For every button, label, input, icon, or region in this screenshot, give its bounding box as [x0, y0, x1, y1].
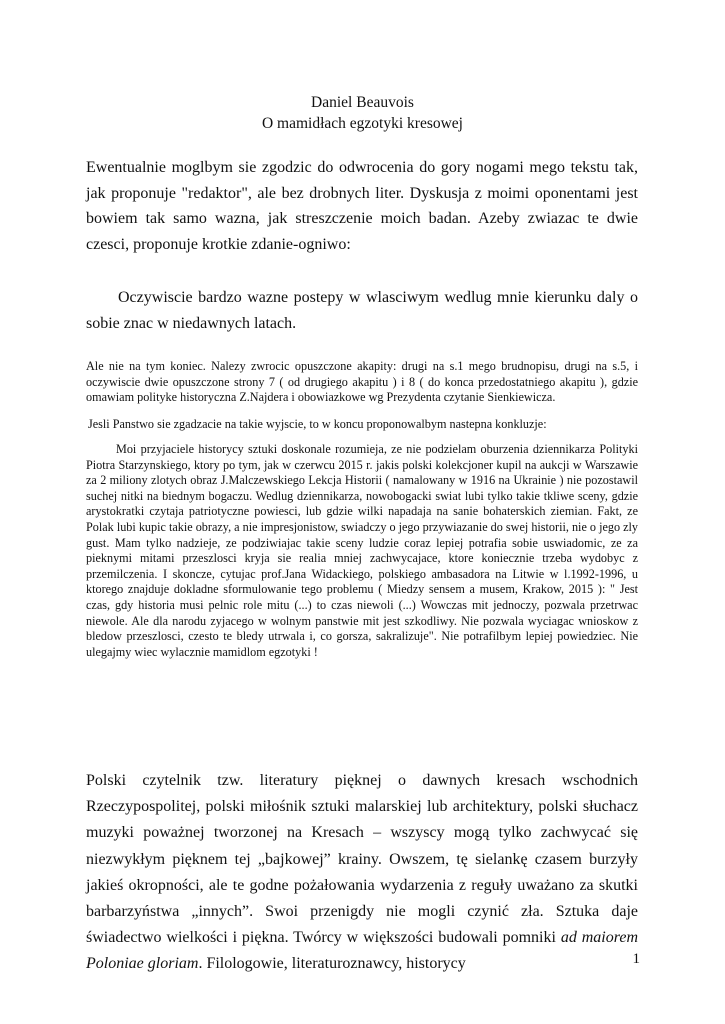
author-name: Daniel Beauvois: [311, 94, 414, 111]
intro-paragraph: Ewentualnie moglbym sie zgodzic do odwrocenia do gory nogami mego tekstu tak, jak proponuje "redaktor", ale bez drobnych liter. Dyskusja z moimi oponentami jest bowiem tak samo wazna, jak streszczenie moich badan. Azeby zwiazac te dwie czesci, proponuje krotkie zdanie-ogniwo:: [86, 159, 638, 253]
note-paragraph-1: Ale nie na tym koniec. Nalezy zwrocic opuszczone akapity: drugi na s.1 mego brudnopisu, drugi na s.5, i oczywiscie dwie opuszczone strony 7 ( od drugiego akapitu ) i 8 ( do konca przedostatniego akapitu ), gdzie omawiam polityke historyczna Z.Najdera i obowiazkowe wg Prezydenta czytanie Sienkiewicza.: [86, 359, 638, 405]
link-sentence-paragraph: Oczywiscie bardzo wazne postepy w wlasciwym wedlug mnie kierunku daly o sobie znac w niedawnych latach.: [86, 289, 638, 332]
latin-phrase: ad maiorem Poloniae gloriam: [86, 929, 638, 973]
page-number: 1: [632, 951, 640, 967]
conclusion-paragraph: Moi przyjaciele historycy sztuki doskonale rozumieja, ze nie podzielam oburzenia dziennikarza Polityki Piotra Starzynskiego, ktory po tym, jak w czerwcu 2015 r. jakis polski kolekcjoner kupil na aukcji w Warszawie za 2 miliony zlotych obraz J.Malczewskiego Lekcja Historii ( namalowany w 1916 na Ukrainie ) nie pozostawil suchej nitki na biednym bogaczu. Wedlug dziennikarza, nowobogacki swiat lubi tylko takie tkliwe sceny, gdzie arystokratki czytaja patriotyczne powiesci, lub gdzie wilki napadaja na sanie bohaterskich ziemian. Fakt, ze Polak lubi kupic takie obrazy, a nie impresjonistow, swiadczy o jego przywiazanie do swej historii, nie o jego zly gust. Mam tylko nadzieje, ze podziwiajac takie sceny ludzie coraz lepiej potrafia sobie uswiadomic, ze za pieknymi mitami przeszlosci kryja sie realia mniej zachwycajace, ktore koniecznie trzeba wydobyc z przemilczenia. I skoncze, cytujac prof.Jana Widackiego, polskiego ambasadora na Litwie w l.1992-1996, u ktorego znajduje dokladne sformulowanie tego problemu ( Miedzy sensem a musem, Krakow, 2015 ): " Jest czas, gdy historia musi pelnic role mitu (...) to czas niewoli (...) Wowczas mit jednoczy, pozwala przetrwac niewole. Ale dla narodu zyjacego w wolnym panstwie mit jest szkodliwy. Nie pozwala wyciagac wnioskow z bledow przeszlosci, czesto te bledy utrwala i, co gorsza, sakralizuje". Nie potrafilbym lepiej powiedziec. Nie ulegajmy wiec wylacznie mamidlom egzotyki !: [86, 442, 638, 659]
main-text-part-1: Polski czytelnik tzw. literatury pięknej o dawnych kresach wschodnich Rzeczypospolitej, polski miłośnik sztuki malarskiej lub architektury, polski słuchacz muzyki poważnej tworzonej na Kresach – wszyscy mogą tylko zachwycać się niezwykłym pięknem tej „bajkowej” krainy. Owszem, tę sielankę czasem burzyły jakieś okropności, ale te godne pożałowania wydarzenia z reguły uważano za skutki barbarzyństwa „innych”. Swoi przenigdy nie mogli czynić zła. Sztuka daje świadectwo wielkości i piękna. Twórcy w większości budowali pomniki: [86, 772, 638, 947]
note-paragraph-2: Jesli Panstwo sie zgadzacie na takie wyjscie, to w koncu proponowalbym nastepna konkluzje:: [88, 417, 547, 431]
main-text-part-2: . Filologowie, literaturoznawcy, historycy: [198, 955, 466, 973]
main-text-paragraph: [86, 768, 638, 978]
document-title: O mamidłach egzotyki kresowej: [261, 115, 463, 132]
